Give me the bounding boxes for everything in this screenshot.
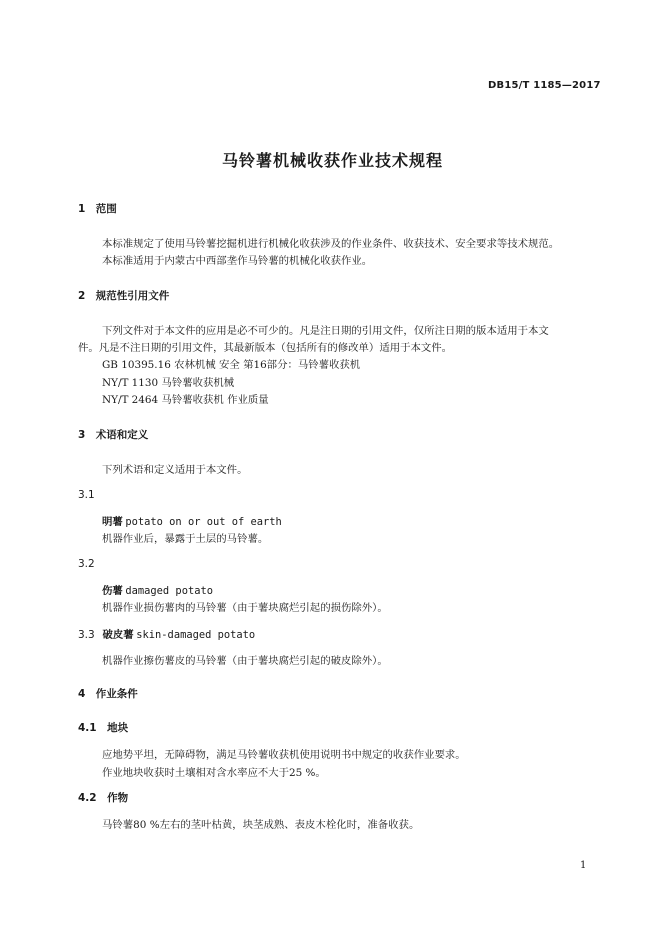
term-3-2 — [102, 582, 213, 597]
subsection-4-1-heading: 4.1 地块 — [78, 722, 129, 734]
term-3-3-chinese: 破皮薯 — [102, 629, 134, 641]
reference-item: GB 10395.16 农林机械 安全 第16部分：马铃薯收获机 — [102, 359, 361, 371]
subsection-4-1-paragraph-2: 作业地块收获时土壤相对含水率应不大于25 %。 — [102, 767, 326, 779]
standard-code: DB15/T 1185—2017 — [488, 80, 601, 91]
term-3-2-chinese: 伤薯 — [102, 585, 123, 597]
term-3-2-english: damaged potato — [125, 585, 213, 597]
reference-item: NY/T 2464 马铃薯收获机 作业质量 — [102, 394, 269, 406]
subsection-4-1-paragraph-1: 应地势平坦，无障碍物，满足马铃薯收获机使用说明书中规定的收获作业要求。 — [102, 749, 466, 761]
section-1-paragraph-1: 本标准规定了使用马铃薯挖掘机进行机械化收获涉及的作业条件、收获技术、安全要求等技术规范。 — [102, 238, 560, 250]
term-3-1 — [102, 513, 282, 528]
term-3-1-definition: 机器作业后，暴露于土层的马铃薯。 — [102, 533, 269, 545]
term-3-3-english: skin-damaged potato — [136, 629, 256, 641]
section-3-intro: 下列术语和定义适用于本文件。 — [102, 464, 248, 476]
term-3-1-number: 3.1 — [78, 489, 95, 501]
page-number: 1 — [580, 860, 587, 871]
section-3-heading: 3 术语和定义 — [78, 429, 149, 441]
document-title: 马铃薯机械收获作业技术规程 — [222, 151, 444, 170]
subsection-4-2-heading: 4.2 作物 — [78, 792, 129, 804]
section-1-paragraph-2: 本标准适用于内蒙古中西部垄作马铃薯的机械化收获作业。 — [102, 255, 373, 267]
term-3-3-definition: 机器作业擦伤薯皮的马铃薯（由于薯块腐烂引起的破皮除外）。 — [102, 655, 388, 667]
section-4-heading: 4 作业条件 — [78, 688, 138, 700]
section-1-heading: 1 范围 — [78, 203, 117, 215]
section-2-paragraph-line-1: 下列文件对于本文件的应用是必不可少的。凡是注日期的引用文件，仅所注日期的版本适用于本文 — [102, 325, 549, 337]
term-3-3 — [78, 626, 255, 641]
term-3-3-number: 3.3 — [78, 629, 95, 641]
section-2-heading: 2 规范性引用文件 — [78, 290, 170, 302]
subsection-4-2-paragraph-1: 马铃薯80 %左右的茎叶枯黄，块茎成熟、表皮木栓化时，准备收获。 — [102, 819, 420, 831]
section-2-paragraph-line-2: 件。凡是不注日期的引用文件，其最新版本（包括所有的修改单）适用于本文件。 — [78, 342, 453, 354]
term-3-2-definition: 机器作业损伤薯肉的马铃薯（由于薯块腐烂引起的损伤除外）。 — [102, 602, 388, 614]
reference-item: NY/T 1130 马铃薯收获机械 — [102, 377, 235, 389]
term-3-2-number: 3.2 — [78, 558, 95, 570]
term-3-1-english: potato on or out of earth — [125, 516, 282, 528]
term-3-1-chinese: 明薯 — [102, 516, 123, 528]
